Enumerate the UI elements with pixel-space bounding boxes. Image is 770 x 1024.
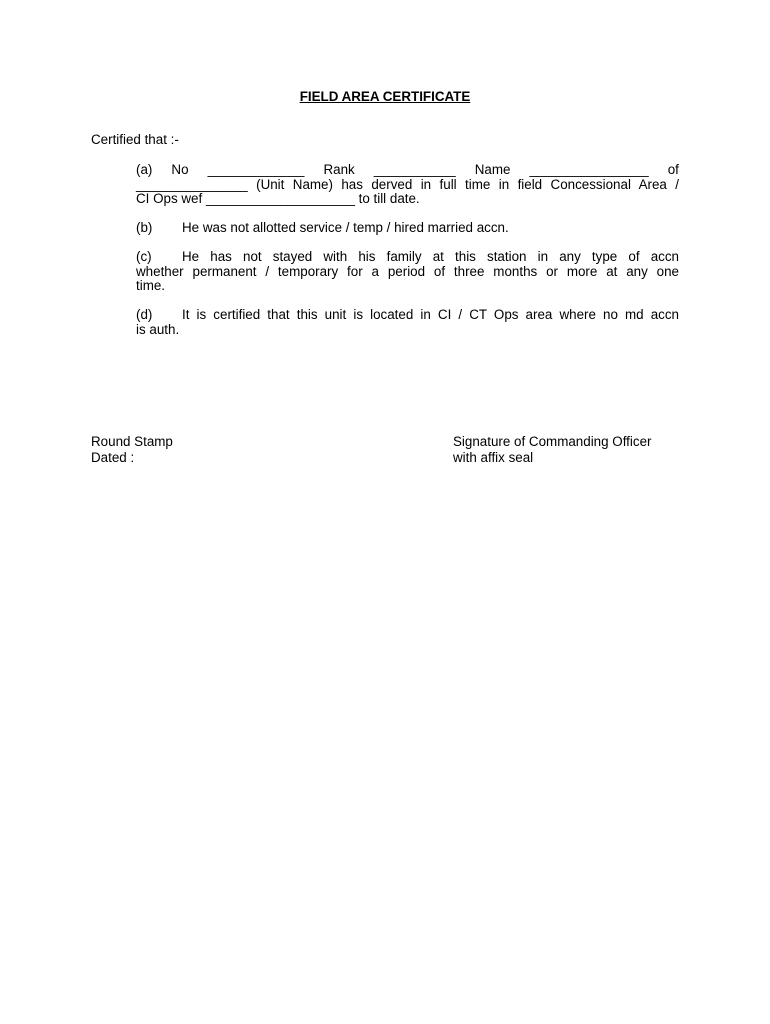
name-blank: ________________ (529, 162, 649, 177)
item-c-label: (c) (136, 249, 152, 264)
stamp-block (91, 435, 173, 467)
signature-label: Signature of Commanding Officer (453, 434, 652, 449)
item-c-line1: He has not stayed with his family at this station in any type of accn (182, 249, 679, 264)
name-label: Name (474, 162, 511, 177)
item-c (136, 250, 679, 294)
signature-block (453, 435, 651, 467)
round-stamp-label: Round Stamp (91, 434, 173, 449)
item-a-line3: CI Ops wef ____________________ to till date. (136, 191, 420, 207)
rank-blank: ___________ (373, 162, 456, 177)
seal-label: with affix seal (453, 450, 534, 465)
item-b (136, 221, 679, 236)
item-d-line1: It is certified that this unit is located in CI / CT Ops area where no md accn (182, 307, 679, 322)
item-a-line2: _______________ (Unit Name) has derved in full time in field Concessional Area / (136, 176, 679, 192)
document-title: FIELD AREA CERTIFICATE (299, 89, 471, 104)
no-blank: _____________ (207, 162, 305, 177)
item-d-label: (d) (136, 307, 153, 322)
item-d-line2: is auth. (136, 321, 180, 337)
item-d (136, 308, 679, 337)
item-a-label: (a) (136, 162, 153, 177)
item-c-line2: whether permanent / temporary for a period of three months or more at any one (136, 263, 679, 279)
item-b-label: (b) (136, 220, 153, 235)
intro-text: Certified that :- (91, 132, 179, 147)
rank-label: Rank (323, 162, 355, 177)
item-b-text: He was not allotted service / temp / hired married accn. (182, 220, 509, 235)
item-a-line1 (136, 163, 679, 178)
dated-label: Dated : (91, 450, 135, 465)
of-label: of (667, 162, 679, 177)
item-c-line3: time. (136, 278, 166, 294)
item-a (136, 163, 679, 207)
no-label: No (171, 162, 189, 177)
